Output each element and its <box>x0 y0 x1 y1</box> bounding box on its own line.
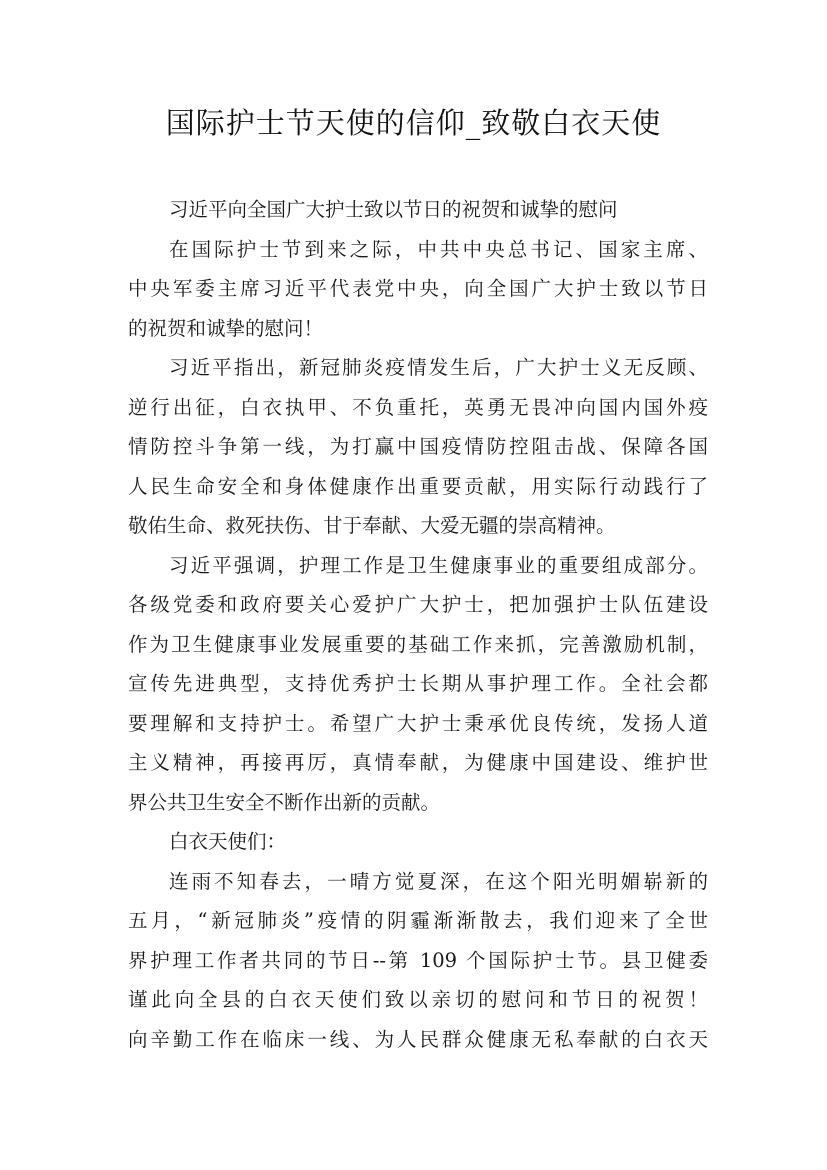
text-line: 中央军委主席习近平代表党中央，向全国广大护士致以节日 <box>128 277 708 300</box>
text-line: 要理解和支持护士。希望广大护士秉承优良传统，发扬人道 <box>128 711 708 735</box>
text-line: 宣传先进典型，支持优秀护士长期从事护理工作。全社会都 <box>128 672 708 695</box>
text-line: 人民生命安全和身体健康作出重要贡献，用实际行动践行了 <box>128 474 708 498</box>
text-line: 各级党委和政府要关心爱护广大护士，把加强护士队伍建设 <box>128 593 708 616</box>
document-title: 国际护士节天使的信仰_致敬白衣天使 <box>165 106 662 140</box>
text-line: 界护理工作者共同的节日--第 109 个国际护士节。县卫健委 <box>128 948 708 972</box>
text-line: 主义精神，再接再厉，真情奉献，为健康中国建设、维护世 <box>128 751 708 774</box>
text-line: 向辛勤工作在临床一线、为人民群众健康无私奉献的白衣天 <box>128 1027 708 1051</box>
text-line: 习近平指出，新冠肺炎疫情发生后，广大护士义无反顾、 <box>169 356 708 379</box>
text-line: 谨此向全县的白衣天使们致以亲切的慰问和节日的祝贺！ <box>128 988 708 1011</box>
text-line: 习近平向全国广大护士致以节日的祝贺和诚挚的慰问 <box>169 198 618 221</box>
text-line: 白衣天使们： <box>169 830 287 853</box>
text-line: 连雨不知春去，一晴方觉夏深，在这个阳光明媚崭新的 <box>169 869 708 893</box>
document-body <box>128 190 708 1059</box>
text-line: 作为卫生健康事业发展重要的基础工作来抓，完善激励机制， <box>128 632 708 656</box>
text-line: 敬佑生命、救死扶伤、甘于奉献、大爱无疆的崇高精神。 <box>128 514 616 537</box>
text-line: 的祝贺和诚挚的慰问！ <box>128 316 324 340</box>
text-line: 习近平强调，护理工作是卫生健康事业的重要组成部分。 <box>169 553 708 577</box>
text-line: 五月，“新冠肺炎”疫情的阴霾渐渐散去，我们迎来了全世 <box>128 909 708 932</box>
text-line: 在国际护士节到来之际，中共中央总书记、国家主席、 <box>169 237 708 261</box>
text-line: 情防控斗争第一线，为打赢中国疫情防控阻击战、保障各国 <box>128 435 708 458</box>
text-line: 逆行出征，白衣执甲、不负重托，英勇无畏冲向国内国外疫 <box>128 395 708 419</box>
text-line: 界公共卫生安全不断作出新的贡献。 <box>128 790 441 814</box>
